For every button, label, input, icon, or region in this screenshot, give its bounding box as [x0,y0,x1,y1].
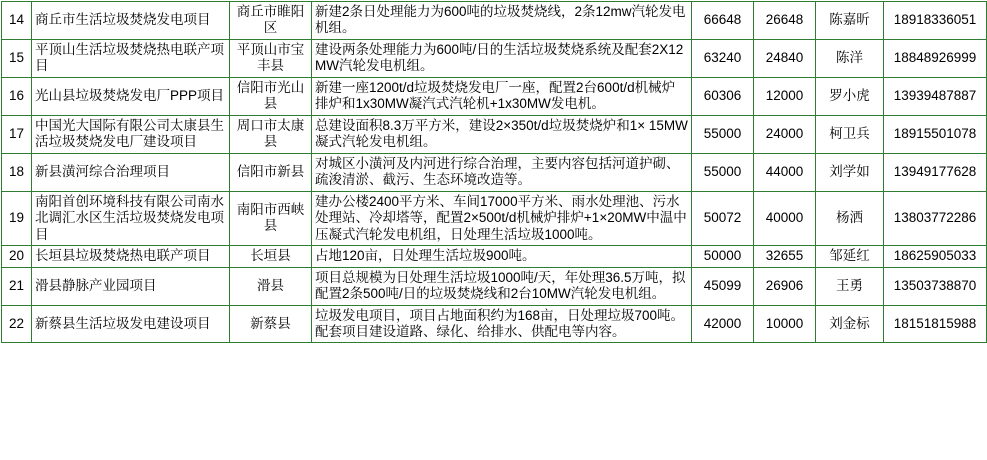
cell-contact-phone: 18151815988 [884,305,987,343]
cell-contact-person: 王勇 [816,267,884,305]
cell-location: 平顶山市宝丰县 [230,39,312,77]
cell-total-investment: 50072 [692,191,754,245]
cell-annual-investment: 26648 [754,2,816,40]
cell-total-investment: 45099 [692,267,754,305]
cell-description: 建设两条处理能力为600吨/日的生活垃圾焚烧系统及配套2X12MW汽轮发电机组。 [312,39,692,77]
cell-contact-phone: 18848926999 [884,39,987,77]
cell-contact-person: 杨洒 [816,191,884,245]
cell-total-investment: 60306 [692,77,754,115]
cell-annual-investment: 32655 [754,246,816,267]
cell-contact-person: 陈洋 [816,39,884,77]
table-row[interactable] [2,191,987,245]
cell-contact-phone: 18915501078 [884,115,987,153]
cell-description: 占地120亩，日处理生活垃圾900吨。 [312,246,692,267]
cell-annual-investment: 12000 [754,77,816,115]
cell-contact-phone: 13803772286 [884,191,987,245]
cell-description: 垃圾发电项目，项目占地面积约为168亩，日处理垃圾700吨。配套项目建设道路、绿化、给排水、供配电等内容。 [312,305,692,343]
table-row[interactable] [2,305,987,343]
cell-location: 周口市太康县 [230,115,312,153]
cell-row-number: 19 [2,191,32,245]
cell-project-name: 商丘市生活垃圾焚烧发电项目 [32,2,230,40]
cell-total-investment: 55000 [692,115,754,153]
cell-location: 南阳市西峡县 [230,191,312,245]
cell-contact-phone: 13503738870 [884,267,987,305]
cell-contact-person: 陈嘉昕 [816,2,884,40]
cell-contact-phone: 13939487887 [884,77,987,115]
cell-row-number: 18 [2,153,32,191]
cell-contact-phone: 13949177628 [884,153,987,191]
table-row[interactable] [2,2,987,40]
cell-row-number: 16 [2,77,32,115]
cell-location: 长垣县 [230,246,312,267]
cell-contact-person: 刘学如 [816,153,884,191]
cell-project-name: 新蔡县生活垃圾发电建设项目 [32,305,230,343]
cell-description: 总建设面积8.3万平方米，建设2×350t/d垃圾焚烧炉和1× 15MW凝式汽轮发电机组。 [312,115,692,153]
spreadsheet-sheet [0,1,987,460]
cell-project-name: 滑县静脉产业园项目 [32,267,230,305]
cell-annual-investment: 24840 [754,39,816,77]
cell-description: 建办公楼2400平方米、车间17000平方米、雨水处理池、污水处理站、冷却塔等，配置2×500t/d机械炉排炉+1×20MW中温中压凝式汽轮发电机组，日处理生活垃圾1000吨。 [312,191,692,245]
cell-project-name: 南阳首创环境科技有限公司南水北调汇水区生活垃圾焚烧发电项目 [32,191,230,245]
table-row[interactable] [2,39,987,77]
cell-contact-phone: 18625905033 [884,246,987,267]
cell-location: 新蔡县 [230,305,312,343]
cell-contact-person: 罗小虎 [816,77,884,115]
cell-row-number: 22 [2,305,32,343]
cell-project-name: 平顶山生活垃圾焚烧热电联产项目 [32,39,230,77]
cell-row-number: 17 [2,115,32,153]
cell-project-name: 新县潢河综合治理项目 [32,153,230,191]
cell-description: 新建一座1200t/d垃圾焚烧发电厂一座，配置2台600t/d机械炉排炉和1x30MW凝汽式汽轮机+1x30MW发电机。 [312,77,692,115]
cell-location: 信阳市新县 [230,153,312,191]
cell-description: 对城区小潢河及内河进行综合治理，主要内容包括河道护砌、疏浚清淤、截污、生态环境改造等。 [312,153,692,191]
cell-location: 商丘市睢阳区 [230,2,312,40]
table-row[interactable] [2,115,987,153]
cell-row-number: 14 [2,2,32,40]
cell-location: 滑县 [230,267,312,305]
cell-description: 项目总规模为日处理生活垃圾1000吨/天，年处理36.5万吨，拟配置2条500吨/日的垃圾焚烧线和2台10MW汽轮发电机组。 [312,267,692,305]
table-body [2,2,987,343]
cell-contact-person: 刘金标 [816,305,884,343]
table-row[interactable] [2,77,987,115]
cell-annual-investment: 10000 [754,305,816,343]
cell-row-number: 15 [2,39,32,77]
table-row[interactable] [2,246,987,267]
cell-description: 新建2条日处理能力为600吨的垃圾焚烧线，2条12mw汽轮发电机组。 [312,2,692,40]
cell-annual-investment: 44000 [754,153,816,191]
cell-contact-person: 柯卫兵 [816,115,884,153]
cell-total-investment: 50000 [692,246,754,267]
cell-annual-investment: 24000 [754,115,816,153]
cell-annual-investment: 40000 [754,191,816,245]
cell-row-number: 21 [2,267,32,305]
cell-project-name: 长垣县垃圾焚烧热电联产项目 [32,246,230,267]
project-table [1,1,987,343]
table-row[interactable] [2,267,987,305]
cell-total-investment: 55000 [692,153,754,191]
cell-project-name: 光山县垃圾焚烧发电厂PPP项目 [32,77,230,115]
cell-contact-person: 邹延红 [816,246,884,267]
cell-total-investment: 42000 [692,305,754,343]
cell-total-investment: 63240 [692,39,754,77]
table-row[interactable] [2,153,987,191]
cell-location: 信阳市光山县 [230,77,312,115]
cell-annual-investment: 26906 [754,267,816,305]
cell-project-name: 中国光大国际有限公司太康县生活垃圾焚烧发电厂建设项目 [32,115,230,153]
cell-row-number: 20 [2,246,32,267]
cell-total-investment: 66648 [692,2,754,40]
cell-contact-phone: 18918336051 [884,2,987,40]
